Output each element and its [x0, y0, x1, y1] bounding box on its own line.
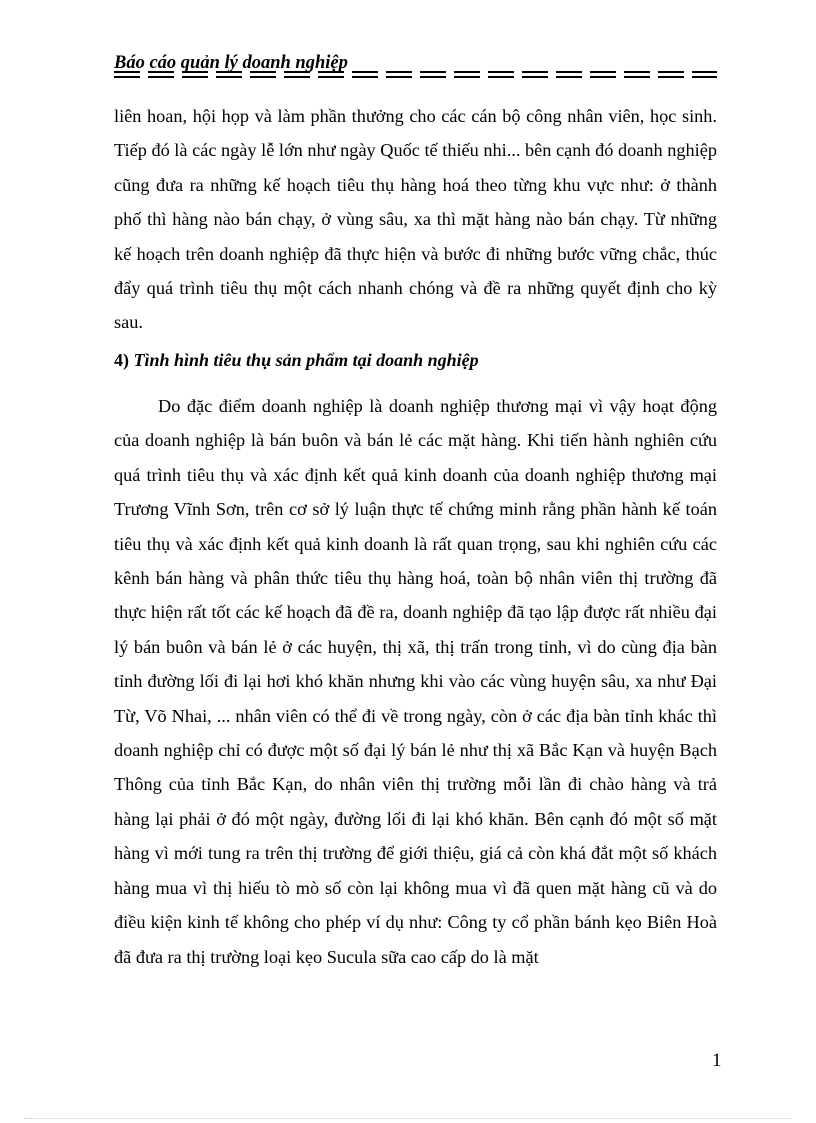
page-header — [114, 52, 717, 80]
section-heading — [114, 347, 479, 373]
section-number: 4) — [114, 350, 129, 370]
body-paragraph-1: liên hoan, hội họp và làm phần thưởng cho các cán bộ công nhân viên, học sinh. Tiếp đó là các ngày lễ lớn như ngày Quốc tế thiếu nhi... bên cạnh đó doanh nghiệp cũng đưa ra những kế hoạch tiêu thụ hàng hoá theo từng khu vực như: ở thành phố thì hàng nào bán chạy, ở vùng sâu, xa thì mặt hàng nào bán chạy. Từ những kế hoạch trên doanh nghiệp đã thực hiện và bước đi những bước vững chắc, thúc đẩy quá trình tiêu thụ một cách nhanh chóng và đề ra những quyết định cho kỳ sau. — [114, 106, 717, 333]
header-rule-lines — [114, 70, 717, 80]
header-title: Báo cáo quản lý doanh nghiệp — [114, 53, 348, 73]
page-number: 1 — [712, 1050, 722, 1071]
body-paragraph-2: Do đặc điểm doanh nghiệp là doanh nghiệp thương mại vì vậy hoạt động của doanh nghiệp là bán buôn và bán lẻ các mặt hàng. Khi tiến hành nghiên cứu quá trình tiêu thụ và xác định kết quả kinh doanh của doanh nghiệp thương mại Trương Vĩnh Sơn, trên cơ sở lý luận thực tế chứng minh rằng phần hành kế toán tiêu thụ và xác định kết quả kinh doanh là rất quan trọng, sau khi nghiên cứu các kênh bán hàng và phân thức tiêu thụ hàng hoá, toàn bộ nhân viên thị trường đã thực hiện rất tốt các kế hoạch đã đề ra, doanh nghiệp đã tạo lập được rất nhiều đại lý bán buôn và bán lẻ ở các huyện, thị xã, thị trấn trong tỉnh, vì do cùng địa bàn tỉnh đường lối đi lại hơi khó khăn nhưng khi vào các vùng huyện sâu, xa như Đại Từ, Võ Nhai, ... nhân viên có thể đi về trong ngày, còn ở các địa bàn tỉnh khác thì doanh nghiệp chỉ có được một số đại lý bán lẻ như thị xã Bắc Kạn và huyện Bạch Thông của tỉnh Bắc Kạn, do nhân viên thị trường mỗi lần đi chào hàng và trả hàng lại phải ở đó một ngày, đường lối đi lại khó khăn. Bên cạnh đó một số mặt hàng vì mới tung ra trên thị trường để giới thiệu, giá cả còn khá đắt một số khách hàng mua vì thị hiếu tò mò số còn lại không mua vì đã quen mặt hàng cũ và do điều kiện kinh tế không cho phép ví dụ như: Công ty cổ phần bánh kẹo Biên Hoà đã đưa ra thị trường loại kẹo Sucula sữa cao cấp do là mặt — [114, 396, 717, 967]
section-title: Tình hình tiêu thụ sản phẩm tại doanh nghiệp — [133, 350, 479, 370]
page-bottom-divider — [24, 1118, 792, 1119]
